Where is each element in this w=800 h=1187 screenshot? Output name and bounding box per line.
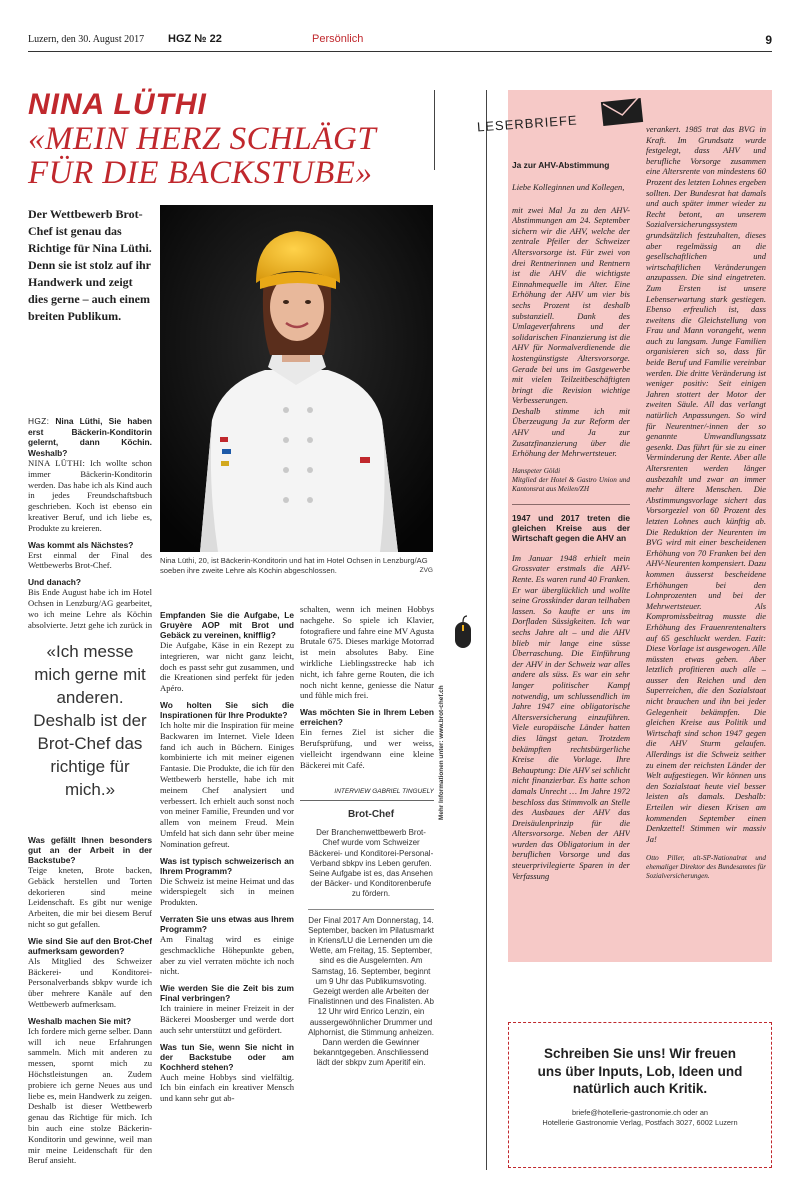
mouse-icon [452,614,474,654]
interview-question: Wo holten Sie sich die Inspirationen für Ihre Produkte? [160,699,294,720]
issue-date: Luzern, den 30. August 2017 [28,34,145,45]
speaker-label: HGZ: [28,416,50,426]
interview-answer: Ich holte mir die Inspiration für meine Backwaren im Internet. Viele Ideen fand ich auch in Büchern. Einiges kombinierte ich mit meiner eigenen Fantasie. Die Produkte, die ich für den Wettbewerb herstelle, habe ich mit meinem Chef analysiert und verbessert. Ich erhielt auch sonst noch von meiner Familie, Freunden und vor allem von meinem Freud. Mein Umfeld hat sich dann sehr über meine Nomination gefreut. [160,719,294,849]
question-text: Nina Lüthi, Sie haben erst Bäckerin-Konditorin gelernt, dann Köchin. Weshalb? [28,416,152,458]
interview-question [28,416,152,458]
interview-answer [28,458,152,534]
article-column-1b [28,829,152,1169]
letter-2-body: Im Januar 1948 erhielt mein Grossvater erstmals die AHV-Rente. Es waren rund 40 Franken. Er war überglücklich und wollte seine Grosskinder daran teilhaben lassen. So kaufte er uns im Dorfladen Süssigkeiten. Ich war sechs Jahre alt – und die AHV blieb mir lange eine süsse Überraschung. Die Einführung der AHV in der Schweiz war alles andere als süss. Es war ein sehr langer politischer Kampf notwendig, um schlussendlich im Jahre 1947 eine obligatorische Altersversicherung einzuführen. Viele europäische Länder hatten dies längst getan. Trotzdem bekämpften rechtsbürgerliche Kreise die Vorlage. Ihre Behauptung: Die AHV sei schlicht nicht finanzierbar. Es hatte schon damals Unrecht … Im Jahre 1972 beschloss das Stimmvolk an Stelle des Ausbaues der AHV das Dreisäulenprinzip für die Altersvorsorge. Neben der AHV wurden das Obligatorium in der beruflichen Vorsorge und das steuerprivilegierte Sparen in der Verfassung [512,552,630,881]
interview-question: Was möchten Sie in Ihrem Leben erreichen? [300,707,434,728]
envelope-icon [600,96,646,126]
interview-answer: Am Finaltag wird es einige geschmackliche Höhepunkte geben, aber zu viel verraten möchte ich noch nicht. [160,933,294,977]
interview-question: Was gefällt Ihnen besonders gut an der Arbeit in der Backstube? [28,835,152,865]
article-column-3 [300,604,434,804]
article-lead: Der Wettbewerb Brot-Chef ist genau das Richtige für Nina Lüthi. Denn sie ist stolz auf ihr Handwerk und zeigt dies gerne – auch einem breiten Publikum. [28,207,152,323]
interview-question: Wie werden Sie die Zeit bis zum Final verbringen? [160,983,294,1004]
article-column-1 [28,416,152,631]
interview-question: Wie sind Sie auf den Brot-Chef aufmerksam geworden? [28,935,152,956]
byline-text: INTERVIEW GABRIEL TINGUELY [334,788,434,795]
column-divider-top [434,90,435,170]
interview-question: Empfanden Sie die Aufgabe, Le Gruyère AOP mit Brot und Gebäck zu vereinen, knifflig? [160,610,294,640]
letter-1-signature: Hanspeter Göldi Mitglied der Hotel & Gastro Union und Kantonsrat aus Meilen/ZH [512,466,630,493]
interview-question: Was kommt als Nächstes? [28,539,134,550]
column-divider [486,90,487,1170]
answer-text: Ich wollte schon immer Bäckerin-Konditorin werden. Das habe ich als Kind auch in jedes Freundschaftsbuch geschrieben. Koch ist ebenso ein kreativer Beruf, und ich liebe es, Produkte zu kreieren. [28,458,152,533]
article-column-2 [160,604,294,1169]
interview-byline [300,787,434,799]
interview-answer: Ich fordere mich gerne selber. Dann will ich neue Erfahrungen sammeln. Mich mit anderen zu messen, spornt mich zu Höchstleistungen an. Zudem probiere ich gerne Neues aus und liebe es, mein Handwerk zu zeigen. Deshalb ist dieser Wettbewerb genau das Richtige für mich. Ich bin auch eine stolze Bäckerin-Konditorin und gewinne, weil man mir meine Leidenschaft für den Beruf ansieht. [28,1025,152,1166]
infobox-title: Brot-Chef [347,809,395,820]
page-number: 9 [765,33,772,47]
interview-answer: Die Schweiz ist meine Heimat und das widerspiegelt sich in meinen Produkten. [160,875,294,908]
interview-answer: schalten, wenn ich meinen Hobbys nachgehe. So spiele ich Klavier, fotografiere und fahre eine MV Agusta Brutale 675. Dieses markige Motorrad ist mein absolutes Baby. Eine wirkliche Lieblingsstrecke hab ich nicht, ich fahre gerne Routen, die ich noch nicht kenne, geniesse die Natur und fühle mich frei. [300,604,434,701]
interview-answer: Ein fernes Ziel ist sicher die Berufsprüfung, und wer weiss, vielleicht irgendwann eine kleine Bäckerei mit Café. [300,727,434,770]
divider [300,800,434,801]
infobox-paragraph-2: Der Final 2017 Am Donnerstag, 14. September, backen im Pilatusmarkt in Kriens/LU die Lernenden um die Wette, am Freitag, 15. September, sind es die Ausgelernten. Am Samstag, 16. September, beginnt um 9 Uhr das Publikumsvoting. Gezeigt werden alle Arbeiten der Finalistinnen und des Finalisten. Ab 12 Uhr wird Enrico Lenzin, ein aussergewöhnlicher Drummer und Alphornist, die Stimmung anheizen. Dann werden die Gewinner bekanntgegeben. Anschliessend lädt der sbkpv zum Aperitif ein. [308,915,434,1068]
letters-column-2 [646,124,766,954]
chef-portrait-image [160,205,433,552]
interview-answer: Auch meine Hobbys sind vielfältig. Ich bin einfach ein kreativer Mensch und kann sehr gut ab- [160,1071,294,1104]
contact-address: Hotellerie Gastronomie Verlag, Postfach 3027, 6002 Luzern [542,1117,738,1127]
interview-question: Was tun Sie, wenn Sie nicht in der Backstube oder am Kochherd stehen? [160,1041,294,1072]
write-to-us-contact [509,1108,771,1128]
interview-answer: Erst einmal der Final des Wettbewerbs Brot-Chef. [28,549,152,571]
letter-1-body: mit zwei Mal Ja zu den AHV-Abstimmungen am 24. September sichern wir die AHV, welche der zentrale Pfeiler der Schweizer Altersvorsorge ist. Für zwei von drei Rentnerinnen und Rentnern ist die AHV die wichtigste Einnahmequelle im Alter. Eine Erhöhung der AHV um vier bis sechs Prozent ist deshalb substanziell. Dank des Umlageverfahrens und der solidarischen Finanzierung ist die AHV für Normalverdienende die kostengünstigste Altersvorsorge. Gerade bei uns im Gastgewerbe mit vielen Teilzeitbeschäftigten bringt die Revision wichtige Verbesserungen. [512,204,630,406]
letters-column-1 [512,160,630,960]
section-name: Persönlich [312,33,364,45]
letter-2-signature: Otto Piller, alt-SP-Nationalrat und ehemaliger Direktor des Bundesamtes für Sozialversicherungen. [646,854,766,881]
interview-question: Verraten Sie uns etwas aus Ihrem Programm? [160,913,294,934]
interview-answer: Teige kneten, Brote backen, Gebäck herstellen und Torten dekorieren sind meine Leidenschaft. Es gibt nur wenige Arbeiten, die mir bei diesem Beruf nicht so gut gefallen. [28,865,152,929]
interview-question: Weshalb machen Sie mit? [28,1015,132,1026]
interview-answer: Als Mitglied des Schweizer Bäckerei- und Konditorei-Personalverbands sbkpv wurde ich über mehrere Kanäle auf den Wettbewerb aufmerksam. [28,955,152,1009]
article-headline: «MEIN HERZ SCHLÄGT FÜR DIE BACKSTUBE» [28,121,376,191]
caption-text: Nina Lüthi, 20, ist Bäckerin-Konditorin und hat im Hotel Ochsen in Lenzburg/AG soeben ihre zweite Lehre als Köchin abgeschlossen. [160,556,428,575]
interview-answer: Ich trainiere in meiner Freizeit in der Bäckerei Moosberger und werde dort auch sehr unterstützt und gefördert. [160,1003,294,1035]
photo-credit: ZVG [419,566,433,574]
contact-email[interactable]: briefe@hotellerie-gastronomie.ch oder an [571,1107,709,1117]
write-to-us-box [508,1022,772,1168]
write-to-us-headline: Schreiben Sie uns! Wir freuen uns über Inputs, Lob, Ideen und natürlich auch Kritik. [537,1046,743,1096]
pull-quote: «Ich messe mich gerne mit anderen. Deshalb ist der Brot-Chef das richtige für mich.» [33,642,147,799]
infobox-divider [308,909,434,910]
letters-divider [512,504,630,505]
letter-1-closing: Deshalb stimme ich mit Überzeugung Ja zur Reform der AHV und Ja zur Zusatzfinanzierung über die Erhöhung der Mehrwertsteuer. [512,405,630,459]
portrait-photo [160,205,433,552]
letters-title: LESERBRIEFE [476,112,578,135]
brot-chef-infobox [308,810,434,1069]
side-note [438,685,450,820]
letter-1-heading: Ja zur AHV-Abstimmung [512,160,610,170]
interview-question: Was ist typisch schweizerisch an Ihrem Programm? [160,855,294,876]
letter-2-heading: 1947 und 2017 treten die gleichen Kreise aus der Wirtschaft gegen die AHV an [512,512,630,543]
paper-name: HGZ № 22 [168,33,222,45]
speaker-label: NINA LÜTHI: [28,458,86,468]
letter-1-greeting: Liebe Kolleginnen und Kollegen, [512,182,625,192]
interview-answer: Bis Ende August habe ich im Hotel Ochsen in Lenzburg/AG gearbeitet, wo ich meine Lehre als Köchin absolvierte. Jetzt gehe ich zurück in [28,587,152,630]
side-note-text: Mehr Informationen unter: www.brot-chef.ch [438,685,445,820]
interview-question: Und danach? [28,577,82,588]
interview-answer: Die Aufgabe, Käse in ein Rezept zu integrieren, war nicht ganz leicht, doch es passt sehr gut zusammen, und die Kreationen sind perfekt für jeden Apéro. [160,640,294,694]
infobox-paragraph-1: Der Branchenwettbewerb Brot-Chef wurde vom Schweizer Bäckerei- und Konditorei-Personal-Verband sbkpv ins Leben gerufen. Seine Aufgabe ist es, das Ansehen der Bäcker- und Konditorenberufe zu fördern. [308,828,434,899]
masthead [28,30,772,52]
photo-caption [160,556,433,575]
letter-2-continuation: verankert. 1985 trat das BVG in Kraft. Im Grundsatz wurde festgelegt, dass AHV und berufliche Vorsorge zusammen eine Altersrente von mindestens 60 Prozent des letzten Lohnes ergeben sollten. Der Bundesrat hat damals und auch später immer wieder zu Recht betont, an unserem Sozialversicherungssystem grundsätzlich festzuhalten, dieses aber regelmässig an die gesellschaftlichen und wirtschaftlichen Veränderungen anzupassen. Die sind eingetreten. Zum Ersten ist unsere Lebenserwartung stark gestiegen. Ebenso erfreulich ist, dass zweitens die Gleichstellung von Frau und Mann vorangeht, wenn auch zu langsam. Junge Familien organisieren sich so, dass für beide Beruf und Familie vereinbar werden. Die dritte Veränderung ist weniger positiv: Seit einigen Jahren stottert der Motor der zweiten Säule. All das verlangt natürlich Anpassungen. So wird für Neurentner/-innen der so genannte Umwandlungssatz gesenkt. Das führt für sie zu einer Verminderung der Rente. Aber alle Altersrenten werden länger ausbezahlt und zwar an immer mehr ältere Menschen. Die Abstimmungsvorlage sichert das Vorsorgeziel von 60 Prozent des letzten Lohnes auch künftig ab. Die Reduktion der Neurenten im BVG wird mit einer bescheidenen Erhöhung von 70 Franken bei den AHV-Neurenten kompensiert. Dazu kommen äusserst bescheidene Erhöhungen bei den Lohnprozenten und bei der Mehrwertsteuer. Als Kompromissbeitrag musste die Erhöhung des Frauenrentenalters auf 65 geschluckt werden. Fazit: Diese Vorlage ist ausgewogen. Alle müssten etwas geben. Aber letztlich profitieren auch alle – ausser den Reichen und den Superreichen, die den Sozialstaat nicht brauchen und ihn bei jeder Gelegenheit bekämpfen. Die gleichen Kreise aus Politik und Wirtschaft sind schon 1947 gegen die AHV Sturm gelaufen. Allerdings ist die Schweiz seither zu einem der reichsten Länder der Welt aufgestiegen. Wir können uns den Sozialstaat heute viel besser leisten als damals. Deshalb: Erteilen wir diesen Krisen am kommenden September einen Denkzettel! Stimmen wir massiv Ja! [646,124,766,844]
article-name: NINA LÜTHI [28,88,207,121]
